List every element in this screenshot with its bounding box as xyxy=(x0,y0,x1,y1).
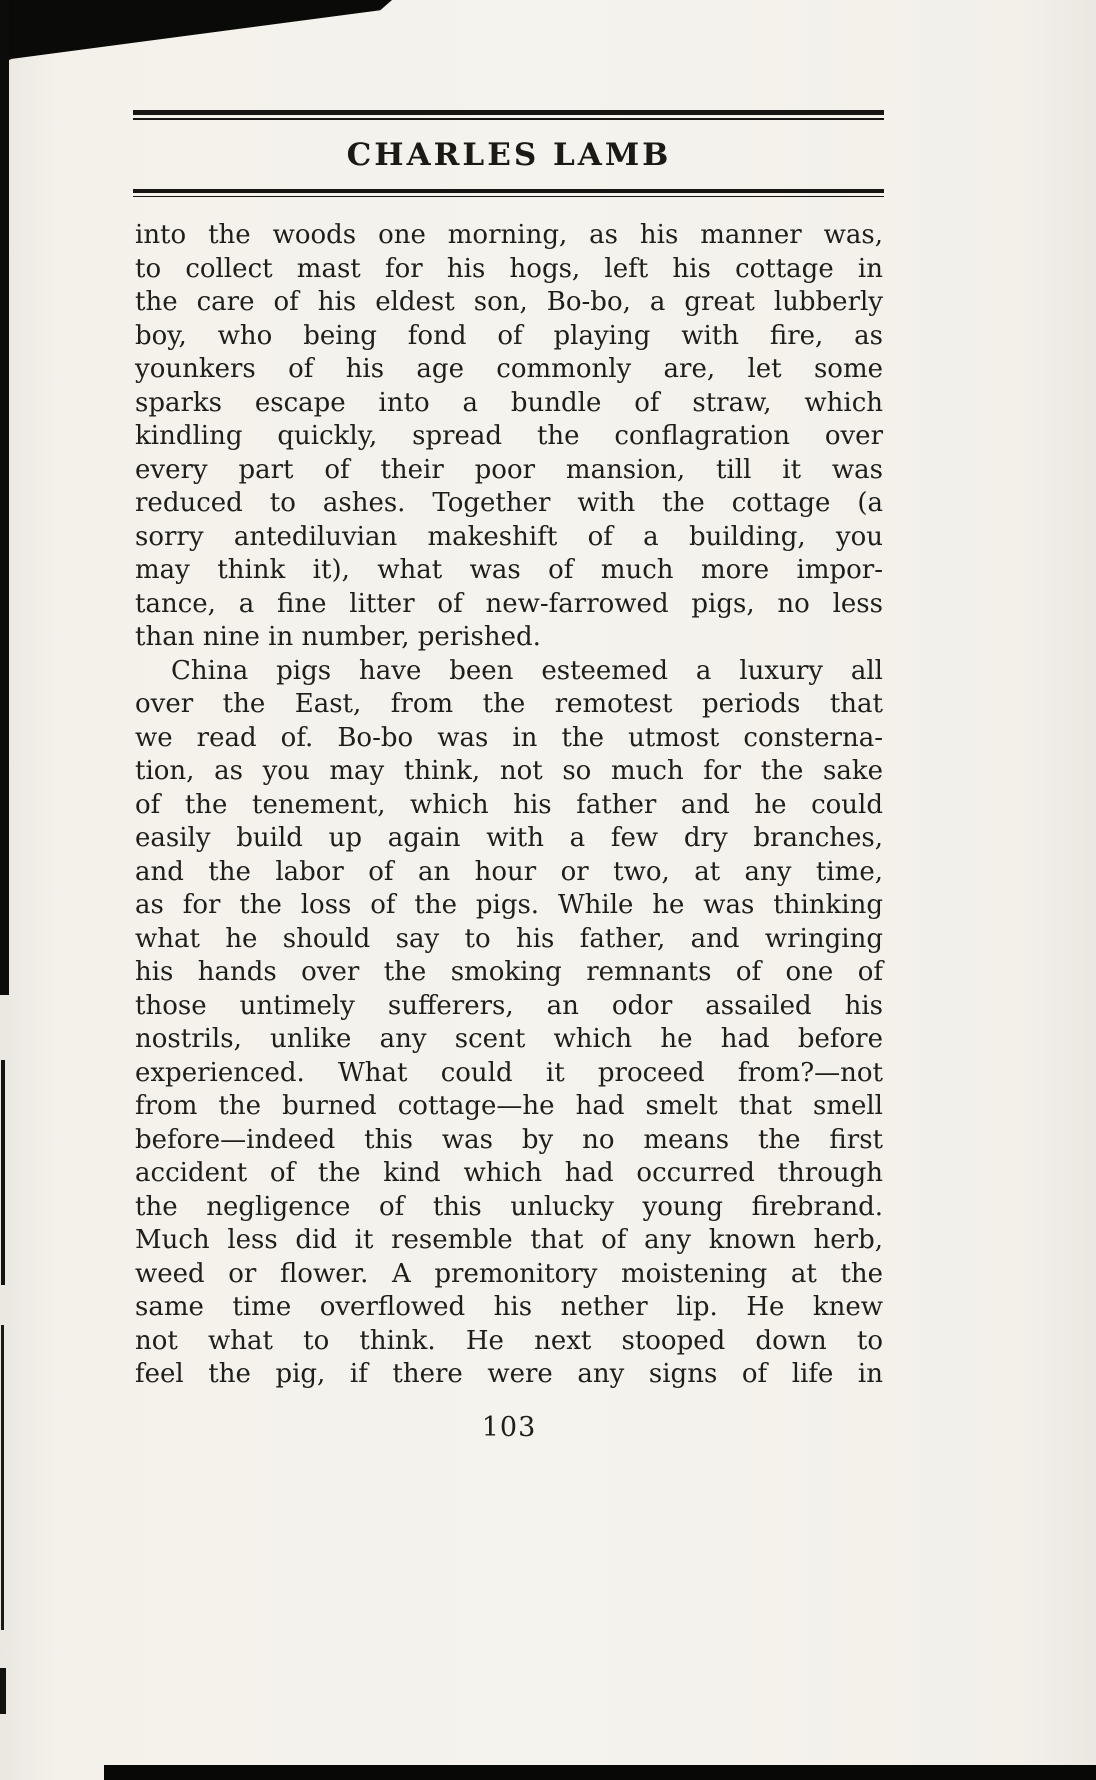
text-line: tion, as you may think, not so much for the sake xyxy=(135,756,883,786)
text-line: tance, a fine litter of new-farrowed pigs, no less xyxy=(135,588,883,619)
text-line: what he should say to his father, and wringing xyxy=(135,923,883,954)
page-title: CHARLES LAMB xyxy=(346,137,672,173)
binding-shadow-bar-low xyxy=(1,1325,4,1630)
text-line: younkers of his age commonly are, let some xyxy=(135,354,883,384)
text-line: nostrils, unlike any scent which he had before xyxy=(135,1024,883,1054)
scan-bottom-edge-bar xyxy=(104,1765,1096,1780)
text-line: of the tenement, which his father and he could xyxy=(135,789,883,820)
text-line: we read of. Bo-bo was in the utmost consterna- xyxy=(135,722,883,753)
body-text xyxy=(135,219,883,1392)
text-line: before—indeed this was by no means the first xyxy=(135,1124,883,1155)
scan-corner-artifact xyxy=(0,0,392,64)
text-line: the care of his eldest son, Bo-bo, a great lubberly xyxy=(135,287,883,317)
text-line: China pigs have been esteemed a luxury all xyxy=(171,655,883,686)
text-line: same time overflowed his nether lip. He knew xyxy=(135,1292,883,1322)
text-line: feel the pig, if there were any signs of life in xyxy=(135,1359,883,1389)
text-line: accident of the kind which had occurred through xyxy=(135,1158,883,1188)
text-line: not what to think. He next stooped down to xyxy=(135,1325,883,1356)
text-line: weed or flower. A premonitory moistening at the xyxy=(135,1258,883,1289)
text-line: over the East, from the remotest periods that xyxy=(135,689,883,719)
text-line: every part of their poor mansion, till it was xyxy=(135,454,883,485)
text-line: may think it), what was of much more impor- xyxy=(135,555,883,585)
text-line: experienced. What could it proceed from?—not xyxy=(135,1057,883,1088)
text-line: sparks escape into a bundle of straw, which xyxy=(135,387,883,418)
text-line: into the woods one morning, as his manner was, xyxy=(135,220,883,250)
text-line: sorry antediluvian makeshift of a building, you xyxy=(135,521,883,552)
text-line: and the labor of an hour or two, at any time, xyxy=(135,856,883,887)
binding-shadow-bar-mid xyxy=(1,1060,5,1285)
binding-shadow-mark xyxy=(0,1668,6,1714)
text-line: as for the loss of the pigs. While he was thinking xyxy=(135,890,883,920)
binding-shadow-bar-top xyxy=(0,0,9,995)
header-rule-bottom xyxy=(133,189,884,197)
text-line: those untimely sufferers, an odor assailed his xyxy=(135,990,883,1021)
text-line: kindling quickly, spread the conflagration over xyxy=(135,421,883,451)
text-line: boy, who being fond of playing with fire, as xyxy=(135,320,883,351)
text-line: from the burned cottage—he had smelt that smell xyxy=(135,1091,883,1121)
text-line: the negligence of this unlucky young firebrand. xyxy=(135,1191,883,1222)
header-rule-top xyxy=(133,110,884,120)
page-number: 103 xyxy=(481,1412,537,1443)
text-line: Much less did it resemble that of any known herb, xyxy=(135,1225,883,1255)
text-line: his hands over the smoking remnants of one of xyxy=(135,957,883,987)
text-line: reduced to ashes. Together with the cottage (a xyxy=(135,488,883,518)
text-line: to collect mast for his hogs, left his cottage in xyxy=(135,253,883,284)
text-line: easily build up again with a few dry branches, xyxy=(135,823,883,853)
text-line: than nine in number, perished. xyxy=(135,622,541,652)
